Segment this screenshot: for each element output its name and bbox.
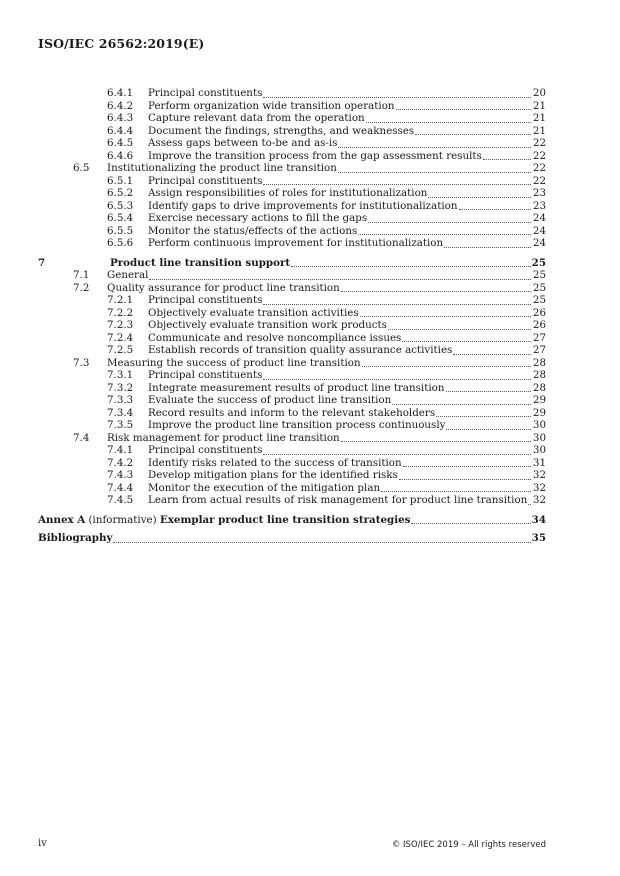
- toc-entry-number: 7.4.5: [107, 494, 134, 506]
- bibliography-page: 35: [531, 532, 546, 544]
- dot-leader: [459, 200, 532, 210]
- toc-entry-page: 21: [532, 112, 546, 124]
- toc-entry-number: 7: [38, 256, 46, 269]
- toc-entry[interactable]: [38, 162, 546, 175]
- toc-entry-page: 25: [532, 269, 546, 281]
- toc-entry[interactable]: [38, 307, 546, 320]
- toc-entry-title: Objectively evaluate transition activities: [148, 306, 359, 319]
- toc-entry-page: 22: [532, 137, 546, 149]
- toc-entry[interactable]: [38, 187, 546, 200]
- toc-entry[interactable]: [38, 394, 546, 407]
- toc-entry-number: 6.5.2: [107, 187, 134, 199]
- toc-entry-title: Monitor the status/effects of the actions: [148, 224, 358, 237]
- toc-entry-page: 32: [532, 494, 546, 506]
- toc-entry-title: Learn from actual results of risk management for product line transition: [148, 494, 528, 506]
- toc-entry[interactable]: [38, 332, 546, 345]
- toc-entry-title: Document the findings, strengths, and weaknesses: [148, 124, 415, 137]
- toc-entry-number: 6.4.2: [107, 99, 134, 112]
- toc-entry[interactable]: [38, 344, 546, 357]
- dot-leader: [341, 432, 531, 442]
- toc-entry-number: 6.5: [73, 162, 90, 174]
- toc-entry-page: 28: [532, 356, 546, 369]
- toc-entry-title: Identify risks related to the success of transition: [148, 456, 402, 469]
- toc-entry-page: 25: [532, 281, 546, 294]
- toc-entry[interactable]: [38, 282, 546, 295]
- toc-entry-title: Principal constituents: [148, 87, 263, 99]
- toc-entry[interactable]: [38, 237, 546, 250]
- dot-leader: [360, 307, 531, 317]
- toc-entry-number: 6.4.3: [107, 112, 134, 124]
- dot-leader: [338, 163, 531, 173]
- toc-entry-number: 6.5.3: [107, 199, 134, 212]
- toc-entry-title: Principal constituents: [148, 174, 263, 187]
- dot-leader: [483, 150, 531, 160]
- toc-entry[interactable]: [38, 494, 546, 507]
- toc-entry-number: 7.2.5: [107, 344, 134, 356]
- toc-entry[interactable]: [38, 112, 546, 125]
- toc-entry[interactable]: [38, 294, 546, 307]
- toc-entry-page: 32: [532, 469, 546, 481]
- toc-entry-number: 7.3: [73, 356, 90, 369]
- toc-entry-number: 7.2.2: [107, 306, 134, 319]
- toc-entry-title: Principal constituents: [148, 369, 263, 381]
- toc-entry-number: 7.4.3: [107, 469, 134, 481]
- dot-leader: [149, 270, 531, 280]
- toc-entry-page: 27: [532, 331, 546, 344]
- dot-leader: [341, 282, 531, 292]
- toc-entry-title: Quality assurance for product line transition: [107, 281, 340, 294]
- toc-entry-title: Institutionalizing the product line transition: [107, 162, 337, 174]
- toc-entry-number: 7.2.1: [107, 294, 134, 306]
- toc-entry-title: General: [107, 269, 149, 281]
- dot-leader: [368, 213, 531, 223]
- toc-entry[interactable]: [38, 212, 546, 225]
- toc-entry[interactable]: [38, 125, 546, 138]
- toc-entry-number: 6.5.6: [107, 237, 134, 249]
- toc-entry-title: Assign responsibilities of roles for institutionalization: [148, 187, 428, 199]
- toc-entry-title: Integrate measurement results of product line transition: [148, 381, 445, 394]
- dot-leader: [411, 514, 530, 524]
- toc-entry[interactable]: [38, 225, 546, 238]
- dot-leader: [263, 88, 531, 98]
- toc-entry-title: Product line transition support: [110, 256, 291, 269]
- dot-leader: [263, 175, 531, 185]
- toc-entry[interactable]: [38, 137, 546, 150]
- dot-leader: [402, 332, 531, 342]
- toc-entry-number: 6.4.1: [107, 87, 134, 99]
- toc-entry-page: 25: [531, 256, 546, 269]
- toc-entry[interactable]: [38, 369, 546, 382]
- toc-entry-number: 7.3.4: [107, 406, 134, 419]
- annex-page: 34: [531, 513, 546, 526]
- toc-entry-page: 24: [532, 237, 546, 249]
- dot-leader: [362, 357, 531, 367]
- document-header: ISO/IEC 26562:2019(E): [38, 36, 205, 51]
- toc-entry[interactable]: [38, 100, 546, 113]
- toc-entry[interactable]: [38, 469, 546, 482]
- toc-entry-page: 20: [532, 87, 546, 99]
- copyright-notice: © ISO/IEC 2019 – All rights reserved: [391, 840, 546, 850]
- toc-entry-title: Capture relevant data from the operation: [148, 112, 365, 124]
- toc-entry-number: 6.5.4: [107, 212, 134, 224]
- toc-entry[interactable]: [38, 444, 546, 457]
- dot-leader: [263, 295, 531, 305]
- toc-entry-title: Identify gaps to drive improvements for institutionalization: [148, 199, 458, 212]
- dot-leader: [366, 113, 531, 123]
- toc-entry-page: 25: [532, 294, 546, 306]
- toc-entry[interactable]: [38, 457, 546, 470]
- dot-leader: [399, 470, 531, 480]
- toc-entry-title: Exercise necessary actions to fill the gaps: [148, 212, 368, 224]
- toc-entry-page: 26: [532, 306, 546, 319]
- toc-entry-number: 7.2: [73, 281, 90, 294]
- dot-leader: [403, 457, 531, 467]
- toc-entry-page: 27: [532, 344, 546, 356]
- toc-entry[interactable]: [38, 87, 546, 100]
- toc-entry-title: Perform organization wide transition operation: [148, 99, 395, 112]
- dot-leader: [528, 495, 531, 505]
- toc-entry-page: 30: [532, 444, 546, 456]
- toc-entry-number: 6.4.5: [107, 137, 134, 149]
- toc-entry-title: Establish records of transition quality assurance activities: [148, 344, 453, 356]
- toc-entry-number: 6.4.6: [107, 149, 134, 162]
- toc-entry-number: 7.4.2: [107, 456, 134, 469]
- toc-entry[interactable]: [38, 269, 546, 282]
- toc-entry-number: 6.4.4: [107, 124, 134, 137]
- dot-leader: [453, 345, 531, 355]
- toc-entry[interactable]: [38, 175, 546, 188]
- toc-entry-number: 7.4.4: [107, 481, 134, 494]
- annex-title-group: [38, 514, 410, 527]
- toc-entry-number: 7.3.2: [107, 381, 134, 394]
- toc-entry[interactable]: [38, 407, 546, 420]
- toc-entry[interactable]: [38, 482, 546, 495]
- toc-entry-page: 22: [532, 174, 546, 187]
- toc-entry-page: 22: [532, 149, 546, 162]
- toc-entry-page: 29: [532, 394, 546, 406]
- toc-entry-page: 24: [532, 224, 546, 237]
- toc-entry[interactable]: [38, 200, 546, 213]
- toc-entry-page: 22: [532, 162, 546, 174]
- toc-entry-title: Record results and inform to the relevant stakeholders: [148, 406, 436, 419]
- toc-entry-page: 23: [532, 187, 546, 199]
- toc-entry-title: Risk management for product line transition: [107, 431, 340, 444]
- dot-leader: [428, 188, 531, 198]
- dot-leader: [263, 370, 531, 380]
- toc-entry-number: 7.2.3: [107, 319, 134, 331]
- toc-entry[interactable]: [38, 319, 546, 332]
- toc-entry[interactable]: [38, 150, 546, 163]
- toc-entry[interactable]: [38, 257, 546, 270]
- dot-leader: [113, 533, 530, 543]
- toc-entry-title: Evaluate the success of product line transition: [148, 394, 392, 406]
- toc-entry-page: 31: [532, 456, 546, 469]
- dot-leader: [291, 257, 530, 267]
- toc-entry-title: Improve the product line transition process continuously: [148, 419, 446, 431]
- dot-leader: [415, 125, 531, 135]
- toc-entry-number: 6.5.5: [107, 224, 134, 237]
- dot-leader: [446, 382, 532, 392]
- toc-entry-number: 7.2.4: [107, 331, 134, 344]
- toc-entry-title: Improve the transition process from the gap assessment results: [148, 149, 482, 162]
- toc-entry[interactable]: [38, 357, 546, 370]
- toc-entry-annex-a[interactable]: [38, 514, 546, 527]
- toc-entry-page: 26: [532, 319, 546, 331]
- dot-leader: [392, 395, 531, 405]
- toc-entry[interactable]: [38, 419, 546, 432]
- toc-entry-title: Principal constituents: [148, 294, 263, 306]
- toc-entry[interactable]: [38, 432, 546, 445]
- dot-leader: [381, 482, 531, 492]
- toc-entry-title: Develop mitigation plans for the identified risks: [148, 469, 398, 481]
- toc-entry-number: 7.3.3: [107, 394, 134, 406]
- annex-title: Exemplar product line transition strategies: [159, 513, 411, 526]
- toc-entry-title: Assess gaps between to-be and as-is: [148, 137, 338, 149]
- toc-entry-number: 7.4.1: [107, 444, 134, 456]
- toc-entry-page: 28: [532, 369, 546, 381]
- toc-entry-page: 24: [532, 212, 546, 224]
- toc-entry-number: 7.1: [73, 269, 90, 281]
- toc-entry-title: Perform continuous improvement for institutionalization: [148, 237, 444, 249]
- toc-entry-page: 30: [532, 431, 546, 444]
- annex-qualifier: (informative): [88, 513, 157, 526]
- bibliography-title: Bibliography: [38, 532, 113, 544]
- toc-entry-page: 28: [532, 381, 546, 394]
- toc-entries: [38, 87, 546, 507]
- annex-label: Annex A: [38, 513, 86, 526]
- toc-entry-number: 6.5.1: [107, 174, 134, 187]
- page-number: iv: [38, 838, 47, 849]
- toc-entry-title: Objectively evaluate transition work products: [148, 319, 387, 331]
- toc-entry-page: 21: [532, 124, 546, 137]
- toc-entry-page: 32: [532, 481, 546, 494]
- dot-leader: [446, 420, 531, 430]
- toc-entry-bibliography[interactable]: [38, 532, 546, 545]
- dot-leader: [263, 445, 531, 455]
- dot-leader: [444, 238, 531, 248]
- toc-entry-number: 7.4: [73, 431, 90, 444]
- toc-entry-page: 29: [532, 406, 546, 419]
- dot-leader: [388, 320, 531, 330]
- dot-leader: [358, 225, 531, 235]
- toc-entry-title: Principal constituents: [148, 444, 263, 456]
- toc-entry-title: Monitor the execution of the mitigation plan: [148, 481, 381, 494]
- dot-leader: [436, 407, 531, 417]
- table-of-contents: [38, 87, 546, 545]
- toc-entry-title: Communicate and resolve noncompliance issues: [148, 331, 402, 344]
- toc-entry[interactable]: [38, 382, 546, 395]
- toc-entry-number: 7.3.1: [107, 369, 134, 381]
- toc-entry-title: Measuring the success of product line transition: [107, 356, 361, 369]
- toc-entry-page: 30: [532, 419, 546, 431]
- toc-entry-page: 21: [532, 99, 546, 112]
- toc-entry-page: 23: [532, 199, 546, 212]
- toc-entry-number: 7.3.5: [107, 419, 134, 431]
- dot-leader: [396, 100, 531, 110]
- dot-leader: [338, 138, 531, 148]
